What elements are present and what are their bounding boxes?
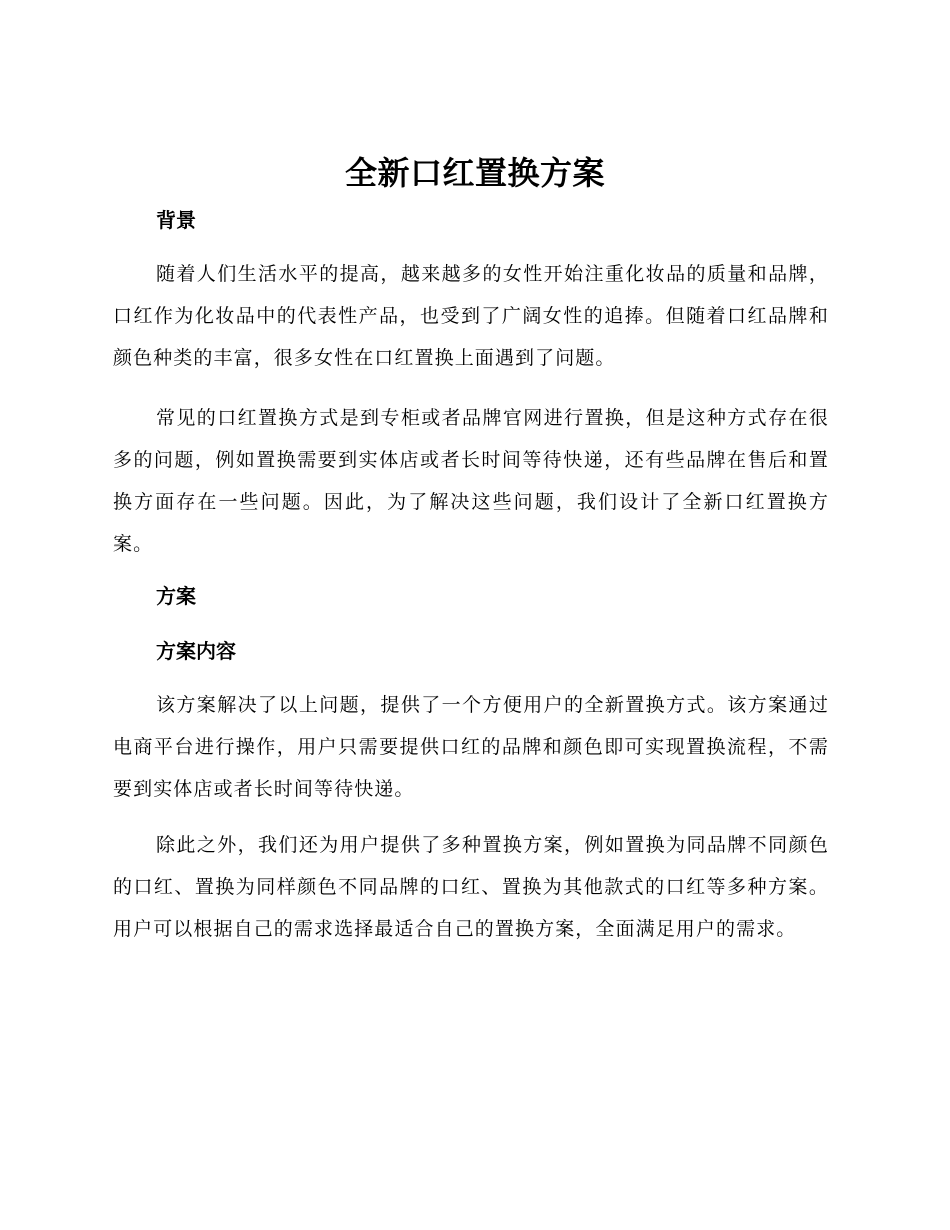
- background-paragraph-2: 常见的口红置换方式是到专柜或者品牌官网进行置换，但是这种方式存在很多的问题，例如置换需要到实体店或者长时间等待快递，还有些品牌在售后和置换方面存在一些问题。因此，为了解决这些问题，我们设计了全新口红置换方案。: [113, 407, 829, 555]
- background-paragraph-1: 随着人们生活水平的提高，越来越多的女性开始注重化妆品的质量和品牌，口红作为化妆品中的代表性产品，也受到了广阔女性的追捧。但随着口红品牌和颜色种类的丰富，很多女性在口红置换上面遇到了问题。: [113, 263, 829, 369]
- plan-paragraph-1: 该方案解决了以上问题，提供了一个方便用户的全新置换方式。该方案通过电商平台进行操作，用户只需要提供口红的品牌和颜色即可实现置换流程，不需要到实体店或者长时间等待快递。: [113, 694, 829, 800]
- document-title: 全新口红置换方案: [344, 154, 605, 192]
- plan-paragraph-2: 除此之外，我们还为用户提供了多种置换方案，例如置换为同品牌不同颜色的口红、置换为同样颜色不同品牌的口红、置换为其他款式的口红等多种方案。用户可以根据自己的需求选择最适合自己的置换方案，全面满足用户的需求。: [113, 834, 829, 940]
- section-heading-background: 背景: [156, 208, 196, 232]
- subheading-plan-content: 方案内容: [156, 639, 236, 663]
- section-heading-plan: 方案: [156, 584, 196, 608]
